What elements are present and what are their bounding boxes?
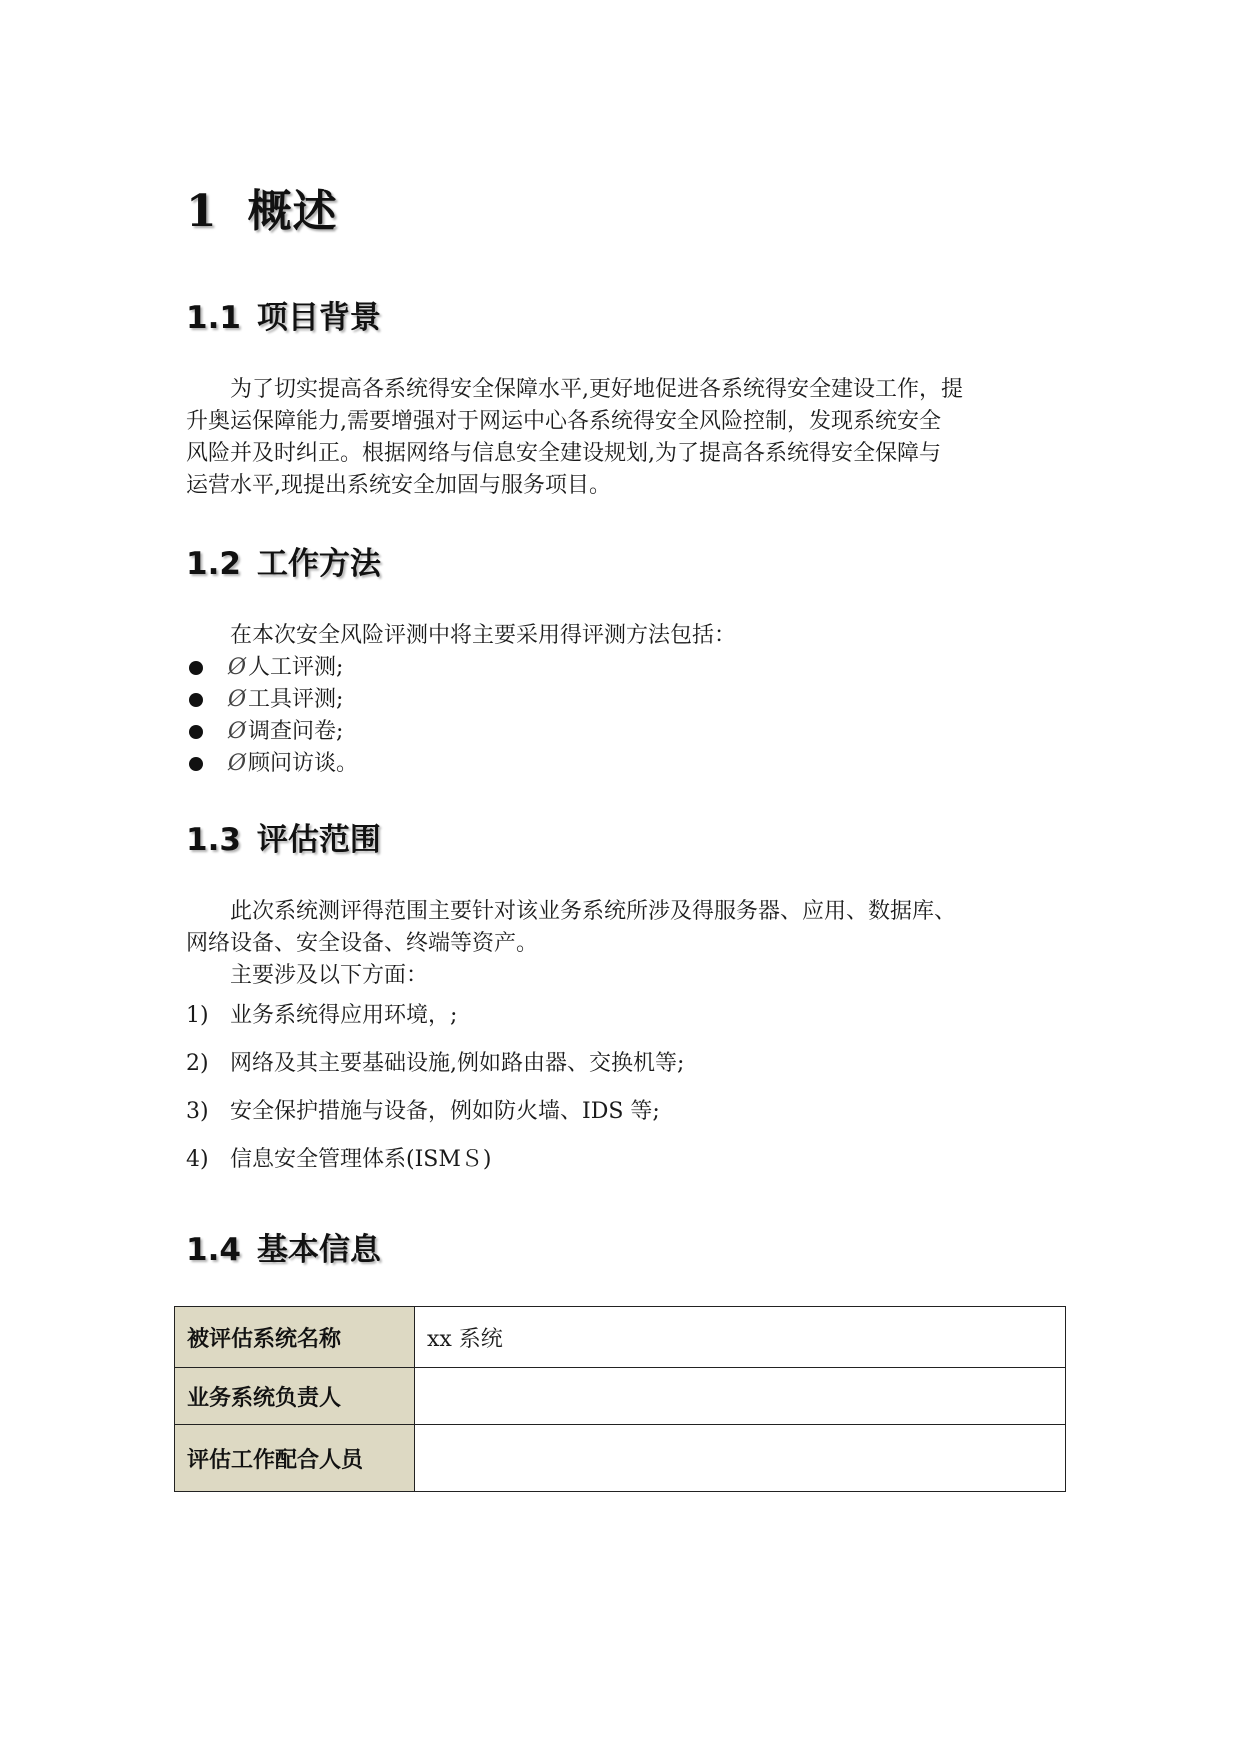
table-value-cell	[415, 1425, 1066, 1492]
background-paragraph	[186, 374, 1050, 502]
section-title: 工作方法	[256, 546, 381, 582]
list-item	[186, 1096, 684, 1128]
bullet-dot-icon	[189, 693, 203, 707]
section-heading-1-2	[186, 544, 381, 584]
paragraph-line: 在本次安全风险评测中将主要采用得评测方法包括：	[230, 623, 737, 648]
table-label-cell: 业务系统负责人	[175, 1368, 415, 1425]
section-title: 项目背景	[256, 300, 381, 336]
bullet-dot-icon	[189, 725, 203, 739]
bullet-dot-icon	[189, 757, 203, 771]
paragraph-line: 为了切实提高各系统得安全保障水平,更好地促进各系统得安全建设工作，提	[230, 377, 963, 402]
table-value-cell: xx 系统	[415, 1307, 1066, 1368]
section-number: 1.4	[186, 1232, 241, 1268]
paragraph-line: 主要涉及以下方面：	[230, 963, 429, 988]
section-heading-1-4	[186, 1230, 381, 1270]
list-item	[186, 716, 358, 748]
list-item-text: 安全保护措施与设备，例如防火墙、IDS 等;	[230, 1099, 660, 1124]
bullet-mark: Ø	[228, 687, 247, 712]
list-number: 3)	[186, 1099, 209, 1124]
table-row	[175, 1307, 1066, 1368]
paragraph-line: 升奥运保障能力,需要增强对于网运中心各系统得安全风险控制，发现系统安全	[186, 409, 941, 434]
table-value-cell	[415, 1368, 1066, 1425]
list-item-text: 人工评测;	[248, 655, 344, 680]
section-number: 1.3	[186, 822, 241, 858]
table-row	[175, 1368, 1066, 1425]
list-item-text: 调查问卷;	[248, 719, 344, 744]
list-number: 4)	[186, 1147, 209, 1172]
chapter-heading	[186, 184, 338, 240]
table-label-cell: 评估工作配合人员	[175, 1425, 415, 1492]
paragraph-line: 网络设备、安全设备、终端等资产。	[186, 931, 539, 956]
chapter-title: 概述	[247, 186, 338, 237]
list-number: 1)	[186, 1003, 209, 1028]
methods-list	[186, 652, 358, 780]
list-item-text: 信息安全管理体系(ISMＳ)	[230, 1147, 492, 1172]
basic-info-table	[174, 1306, 1066, 1492]
section-heading-1-1	[186, 298, 381, 338]
table-row	[175, 1425, 1066, 1492]
list-item	[186, 652, 358, 684]
bullet-mark: Ø	[228, 655, 247, 680]
scope-paragraph	[186, 896, 1050, 992]
list-item	[186, 748, 358, 780]
list-item-text: 顾问访谈。	[248, 751, 359, 776]
methods-intro	[186, 620, 1050, 652]
bullet-mark: Ø	[228, 719, 247, 744]
table-label-cell: 被评估系统名称	[175, 1307, 415, 1368]
bullet-mark: Ø	[228, 751, 247, 776]
list-item	[186, 1048, 684, 1080]
paragraph-line: 风险并及时纠正。根据网络与信息安全建设规划,为了提高各系统得安全保障与	[186, 441, 941, 466]
chapter-number: 1	[186, 186, 218, 237]
list-item-text: 业务系统得应用环境，;	[230, 1003, 458, 1028]
list-number: 2)	[186, 1051, 209, 1076]
list-item-text: 工具评测;	[248, 687, 344, 712]
section-number: 1.2	[186, 546, 241, 582]
paragraph-line: 此次系统测评得范围主要针对该业务系统所涉及得服务器、应用、数据库、	[230, 899, 957, 924]
list-item	[186, 1000, 684, 1032]
paragraph-line: 运营水平,现提出系统安全加固与服务项目。	[186, 473, 611, 498]
bullet-dot-icon	[189, 661, 203, 675]
list-item	[186, 684, 358, 716]
section-title: 基本信息	[256, 1232, 381, 1268]
scope-list	[186, 1000, 684, 1192]
list-item-text: 网络及其主要基础设施,例如路由器、交换机等;	[230, 1051, 685, 1076]
section-heading-1-3	[186, 820, 381, 860]
section-title: 评估范围	[256, 822, 381, 858]
section-number: 1.1	[186, 300, 241, 336]
list-item	[186, 1144, 684, 1176]
